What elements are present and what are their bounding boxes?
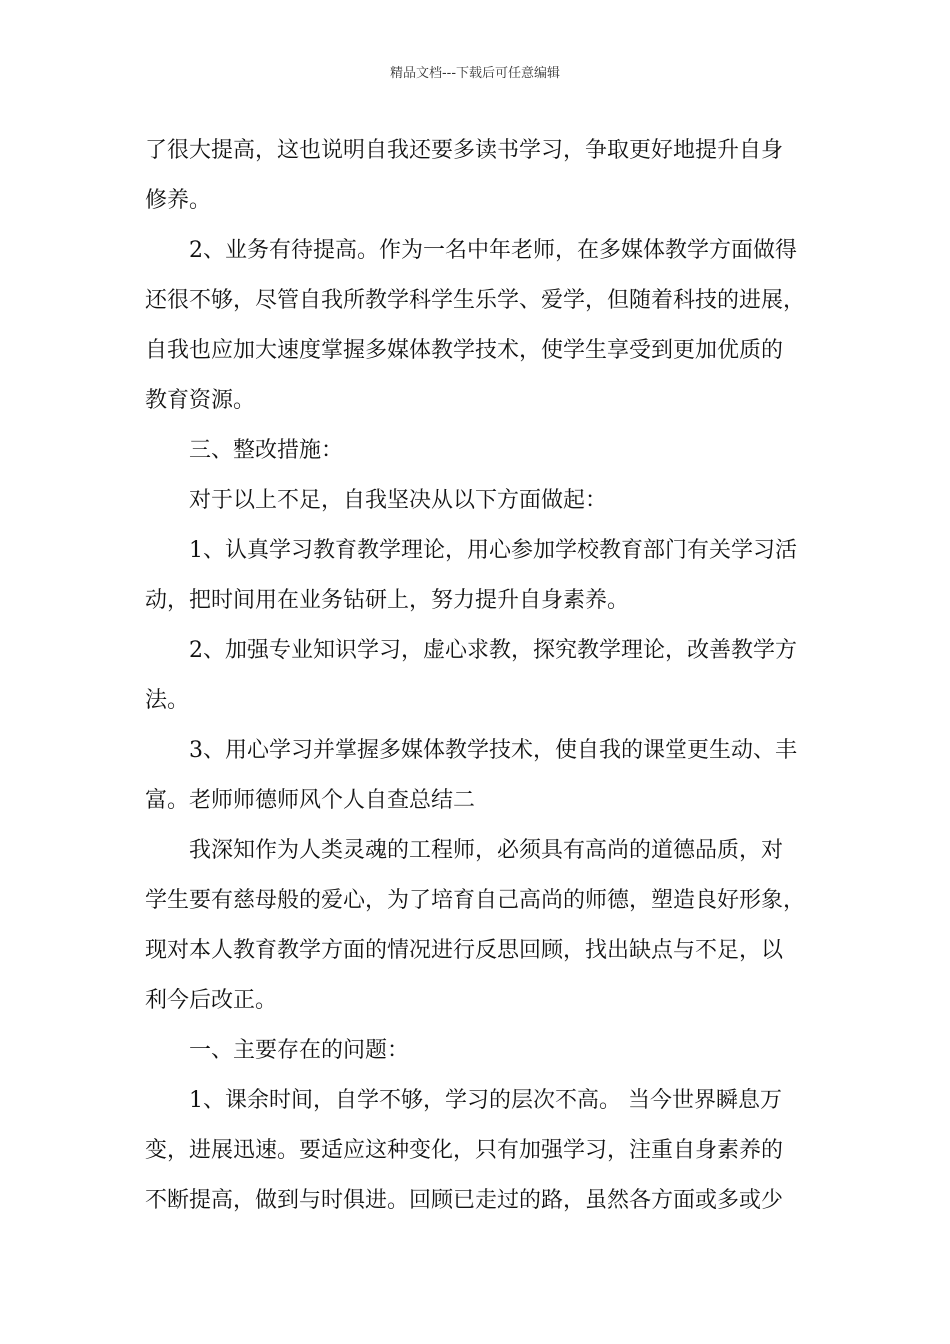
text-line: 2、业务有待提高。作为一名中年老师，在多媒体教学方面做得 — [189, 238, 797, 263]
text-line: 对于以上不足，自我坚决从以下方面做起： — [189, 488, 608, 513]
text-line: 利今后改正。 — [145, 988, 278, 1013]
text-line: 富。老师师德师风个人自查总结二 — [145, 788, 476, 813]
text-line: 变，进展迅速。要适应这种变化，只有加强学习，注重自身素养的 — [145, 1138, 784, 1163]
text-line: 学生要有慈母般的爱心，为了培育自己高尚的师德，塑造良好形象， — [145, 888, 806, 913]
document-body — [145, 126, 810, 1226]
text-line: 2、加强专业知识学习，虚心求教，探究教学理论，改善教学方 — [189, 638, 797, 663]
text-line: 我深知作为人类灵魂的工程师，必须具有高尚的道德品质，对 — [189, 838, 784, 863]
text-line: 法。 — [145, 688, 190, 713]
text-line: 三、整改措施： — [189, 438, 344, 463]
text-line: 一、主要存在的问题： — [189, 1038, 410, 1063]
text-line: 动，把时间用在业务钻研上，努力提升自身素养。 — [145, 588, 630, 613]
text-line: 自我也应加大速度掌握多媒体教学技术，使学生享受到更加优质的 — [145, 338, 784, 363]
text-line: 1、课余时间，自学不够，学习的层次不高。 当今世界瞬息万 — [189, 1088, 782, 1113]
text-line: 教育资源。 — [145, 388, 256, 413]
text-line: 不断提高，做到与时俱进。回顾已走过的路，虽然各方面或多或少 — [145, 1188, 784, 1213]
text-line: 修养。 — [145, 188, 212, 213]
text-line: 还很不够，尽管自我所教学科学生乐学、爱学，但随着科技的进展， — [145, 288, 806, 313]
text-line: 3、用心学习并掌握多媒体教学技术，使自我的课堂更生动、丰 — [189, 738, 797, 763]
page-header: 精品文档---下载后可任意编辑 — [389, 66, 561, 81]
text-line: 1、认真学习教育教学理论，用心参加学校教育部门有关学习活 — [189, 538, 797, 563]
text-line: 现对本人教育教学方面的情况进行反思回顾，找出缺点与不足，以 — [145, 938, 784, 963]
text-line: 了很大提高，这也说明自我还要多读书学习，争取更好地提升自身 — [145, 138, 784, 163]
